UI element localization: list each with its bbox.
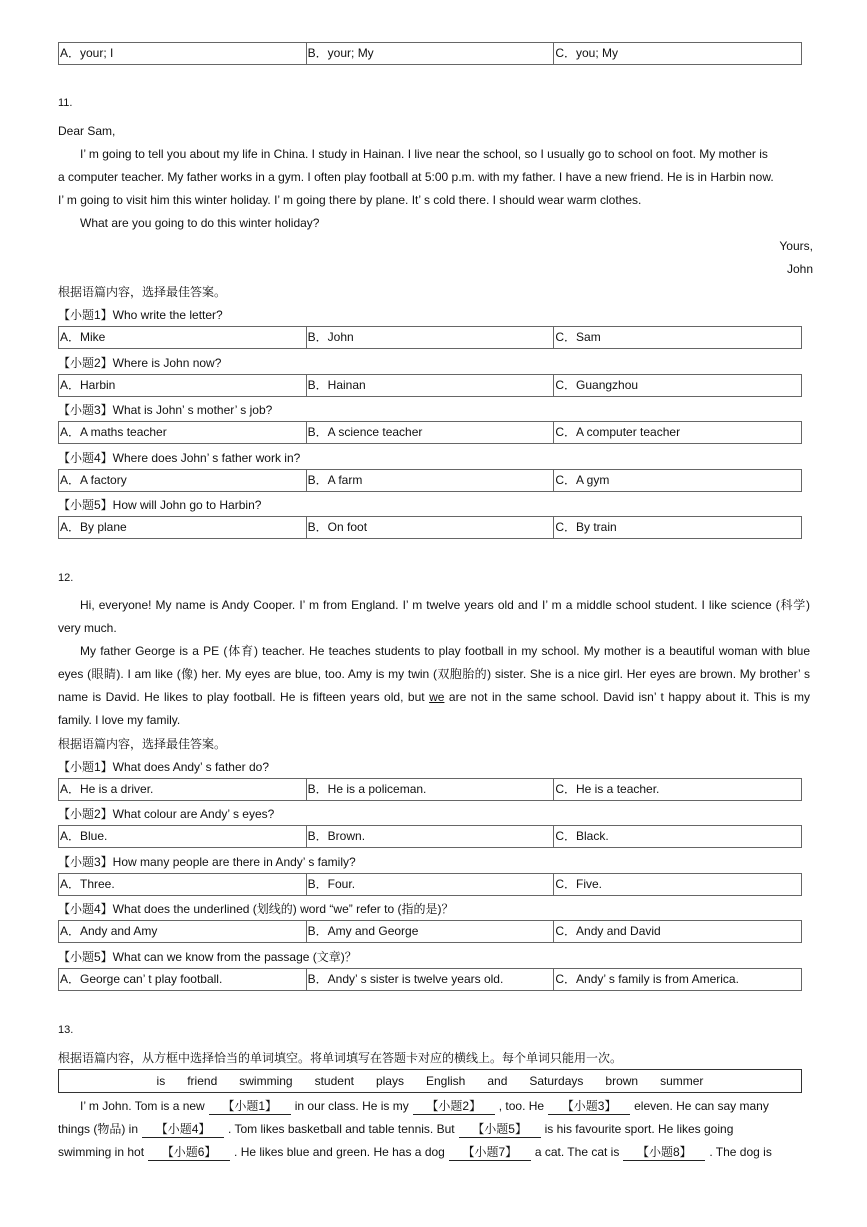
cloze-line xyxy=(58,1121,733,1138)
word-bank-item: plays xyxy=(375,1074,404,1088)
cloze-line xyxy=(58,1098,769,1115)
cloze-line xyxy=(58,1144,772,1161)
cloze-text: , too. He xyxy=(498,1099,545,1113)
options-row xyxy=(58,873,802,896)
answer-blank-8[interactable]: 【小题8】 xyxy=(623,1144,705,1161)
option-b[interactable]: B．A farm xyxy=(307,470,555,491)
option-b[interactable]: B．A science teacher xyxy=(307,422,555,443)
letter-line: What are you going to do this winter holiday? xyxy=(80,216,320,230)
q10-options xyxy=(58,42,802,65)
option-b[interactable]: B．Brown. xyxy=(307,826,555,847)
cloze-text: . He likes blue and green. He has a dog xyxy=(234,1145,445,1159)
letter-line: I’ m going to visit him this winter holiday. I’ m going there by plane. It’ s cold there. I should wear warm clothes. xyxy=(58,193,642,207)
cloze-text: . The dog is xyxy=(709,1145,772,1159)
question-number: 11. xyxy=(58,97,73,109)
letter-signature: John xyxy=(786,262,813,276)
option-b[interactable]: B．Andy’ s sister is twelve years old. xyxy=(307,969,555,990)
option-b[interactable]: B．He is a policeman. xyxy=(307,779,555,800)
instruction: 根据语篇内容，从方框中选择恰当的单词填空。将单词填写在答题卡对应的横线上。每个单词只能用一次。 xyxy=(58,1051,623,1065)
question-number: 13. xyxy=(58,1024,74,1036)
word-bank-item: student xyxy=(314,1074,354,1088)
option-a[interactable]: A．Andy and Amy xyxy=(59,921,307,942)
letter-line: I’ m going to tell you about my life in China. I study in Hainan. I live near the school, so I usually go to school on foot. My mother is xyxy=(80,147,768,161)
option-b[interactable]: B．John xyxy=(307,327,555,348)
cloze-text: swimming in hot xyxy=(58,1145,145,1159)
option-b[interactable]: B．Hainan xyxy=(307,375,555,396)
option-a[interactable]: A．He is a driver. xyxy=(59,779,307,800)
answer-blank-1[interactable]: 【小题1】 xyxy=(209,1098,291,1115)
options-row xyxy=(58,825,802,848)
answer-blank-3[interactable]: 【小题3】 xyxy=(548,1098,630,1115)
option-b[interactable]: B．Amy and George xyxy=(307,921,555,942)
options-row xyxy=(58,326,802,349)
options-row xyxy=(58,920,802,943)
option-c[interactable]: C．you; My xyxy=(555,46,619,60)
word-bank xyxy=(58,1069,802,1093)
option-c[interactable]: C．A computer teacher xyxy=(555,425,681,439)
passage-paragraph xyxy=(58,640,810,732)
word-bank-item: and xyxy=(487,1074,508,1088)
passage-paragraph xyxy=(58,594,810,640)
option-c[interactable]: C．Black. xyxy=(555,829,609,843)
answer-blank-2[interactable]: 【小题2】 xyxy=(413,1098,495,1115)
option-a[interactable]: A．Blue. xyxy=(59,826,307,847)
word-bank-item: friend xyxy=(187,1074,218,1088)
letter-line: a computer teacher. My father works in a gym. I often play football at 5:00 p.m. with my father. I have a new friend. He is in Harbin now. xyxy=(58,170,774,184)
option-c[interactable]: C．Five. xyxy=(555,877,603,891)
sub-question: 【小题1】What does Andy’ s father do? xyxy=(58,760,269,774)
word-bank-item: Saturdays xyxy=(529,1074,584,1088)
options-row xyxy=(58,421,802,444)
option-a[interactable]: A．By plane xyxy=(59,517,307,538)
option-c[interactable]: C．Andy’ s family is from America. xyxy=(555,972,739,986)
paragraph-text: Hi, everyone! My name is Andy Cooper. I’ m from England. I’ m twelve years old and I’ m a middle school student. I like science (科学) very much. xyxy=(58,598,810,635)
sub-question: 【小题4】Where does John’ s father work in? xyxy=(58,451,301,465)
answer-blank-4[interactable]: 【小题4】 xyxy=(142,1121,224,1138)
options-row xyxy=(58,968,802,991)
cloze-text: . Tom likes basketball and table tennis. But xyxy=(228,1122,455,1136)
word-bank-item: brown xyxy=(605,1074,639,1088)
letter-closing: Yours, xyxy=(779,239,813,253)
word-bank-item: English xyxy=(425,1074,466,1088)
option-c[interactable]: C．Guangzhou xyxy=(555,378,639,392)
options-row xyxy=(58,469,802,492)
sub-question: 【小题2】Where is John now? xyxy=(58,356,222,370)
word-bank-item: swimming xyxy=(239,1074,293,1088)
cloze-text: is his favourite sport. He likes going xyxy=(544,1122,734,1136)
option-c[interactable]: C．A gym xyxy=(555,473,610,487)
sub-question: 【小题3】How many people are there in Andy’ s family? xyxy=(58,855,356,869)
instruction: 根据语篇内容，选择最佳答案。 xyxy=(58,285,227,299)
cloze-text: in our class. He is my xyxy=(294,1099,409,1113)
instruction: 根据语篇内容，选择最佳答案。 xyxy=(58,737,227,751)
cloze-text: things (物品) in xyxy=(58,1122,139,1136)
question-number: 12. xyxy=(58,572,74,584)
sub-question: 【小题5】What can we know from the passage (文章)？ xyxy=(58,950,357,964)
underlined-word: we xyxy=(429,690,445,704)
word-bank-item: summer xyxy=(660,1074,704,1088)
option-a[interactable]: A．A maths teacher xyxy=(59,422,307,443)
cloze-text: I’ m John. Tom is a new xyxy=(80,1099,205,1113)
word-bank-item: is xyxy=(156,1074,166,1088)
paragraph-text: My father George is a PE (体育) teacher. He teaches students to play football in my school. My mother is a beautiful woman with blue eyes (眼睛). I am like (像) her. My eyes are blue, too. Amy is my twin (双胞胎的) sister. She is a nice girl. Her eyes are brown. My brother’ s name is David. He likes to play football. He is fifteen years old, but xyxy=(58,644,810,704)
option-a[interactable]: A．Harbin xyxy=(59,375,307,396)
letter-greeting: Dear Sam, xyxy=(58,124,116,138)
options-row xyxy=(58,374,802,397)
option-c[interactable]: C．By train xyxy=(555,520,617,534)
option-b[interactable]: B．your; My xyxy=(307,43,555,64)
option-c[interactable]: C．Sam xyxy=(555,330,601,344)
sub-question: 【小题2】What colour are Andy’ s eyes? xyxy=(58,807,275,821)
option-c[interactable]: C．He is a teacher. xyxy=(555,782,660,796)
options-row xyxy=(58,778,802,801)
option-a[interactable]: A．George can’ t play football. xyxy=(59,969,307,990)
option-a[interactable]: A．Three. xyxy=(59,874,307,895)
option-a[interactable]: A．your; I xyxy=(59,43,307,64)
option-b[interactable]: B．On foot xyxy=(307,517,555,538)
option-c[interactable]: C．Andy and David xyxy=(555,924,661,938)
sub-question: 【小题5】How will John go to Harbin? xyxy=(58,498,262,512)
sub-question: 【小题4】What does the underlined (划线的) word “we” refer to (指的是)？ xyxy=(58,902,454,916)
answer-blank-5[interactable]: 【小题5】 xyxy=(459,1121,541,1138)
sub-question: 【小题1】Who write the letter? xyxy=(58,308,223,322)
sub-question: 【小题3】What is John’ s mother’ s job? xyxy=(58,403,273,417)
paragraph-text: are not in the same school. David isn’ t happy about it. This is my family. I love my family. xyxy=(58,690,811,727)
cloze-text: eleven. He can say many xyxy=(634,1099,769,1113)
option-b[interactable]: B．Four. xyxy=(307,874,555,895)
answer-blank-6[interactable]: 【小题6】 xyxy=(148,1144,230,1161)
answer-blank-7[interactable]: 【小题7】 xyxy=(449,1144,531,1161)
cloze-text: a cat. The cat is xyxy=(534,1145,620,1159)
options-row xyxy=(58,516,802,539)
option-a[interactable]: A．A factory xyxy=(59,470,307,491)
option-a[interactable]: A．Mike xyxy=(59,327,307,348)
